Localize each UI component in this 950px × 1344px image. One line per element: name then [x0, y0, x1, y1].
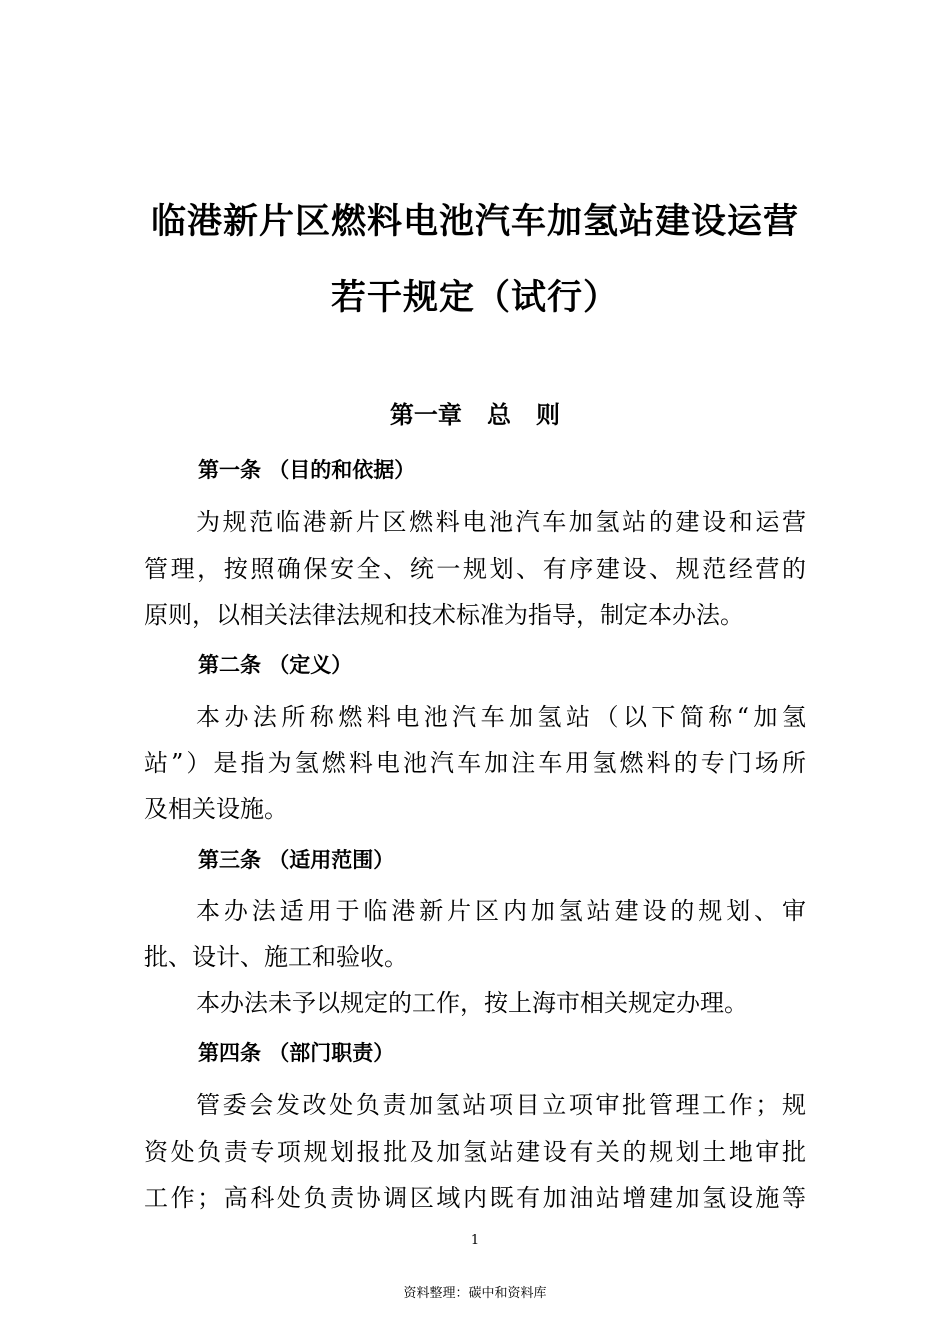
article-4-line-3: 工作；高科处负责协调区域内既有加油站增建加氢设施等: [144, 1184, 806, 1212]
article-4-line-1: 管委会发改处负责加氢站项目立项审批管理工作；规: [196, 1091, 806, 1119]
document-title-line-1: 临港新片区燃料电池汽车加氢站建设运营: [150, 202, 799, 242]
page-number: 1: [470, 1233, 480, 1248]
article-2-line-2: 站”）是指为氢燃料电池汽车加注车用氢燃料的专门场所: [144, 749, 806, 777]
article-3-heading: 第三条 （适用范围）: [198, 848, 395, 872]
article-3-line-3: 本办法未予以规定的工作，按上海市相关规定办理。: [196, 989, 748, 1017]
article-2-line-1: 本办法所称燃料电池汽车加氢站（以下简称“加氢: [196, 703, 806, 731]
article-1-line-1: 为规范临港新片区燃料电池汽车加氢站的建设和运营: [196, 508, 806, 536]
article-4-heading: 第四条 （部门职责）: [198, 1041, 395, 1065]
article-2-line-3: 及相关设施。: [144, 795, 288, 823]
article-3-line-1: 本办法适用于临港新片区内加氢站建设的规划、审: [196, 897, 806, 925]
article-3-line-2: 批、设计、施工和验收。: [144, 943, 408, 971]
article-1-line-2: 管理，按照确保安全、统一规划、有序建设、规范经营的: [144, 555, 806, 583]
article-1-heading: 第一条 （目的和依据）: [198, 458, 416, 482]
article-1-line-3: 原则，以相关法律法规和技术标准为指导，制定本办法。: [144, 601, 744, 629]
chapter-heading: 第一章 总 则: [389, 401, 561, 429]
article-2-heading: 第二条 （定义）: [198, 653, 353, 677]
document-title-line-2: 若干规定（试行）: [330, 278, 619, 318]
footer-note: 资料整理：碳中和资料库: [403, 1286, 547, 1301]
article-4-line-2: 资处负责专项规划报批及加氢站建设有关的规划土地审批: [144, 1138, 806, 1166]
